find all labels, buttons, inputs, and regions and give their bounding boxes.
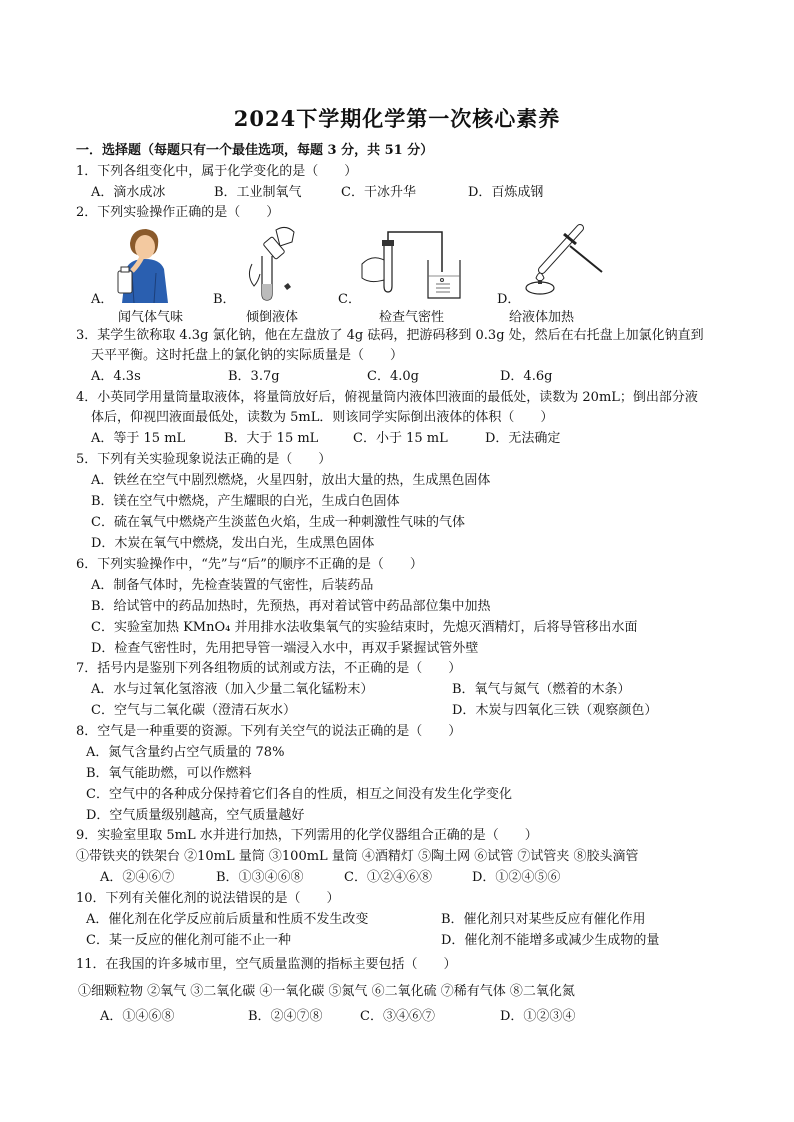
- question-6-stem: 6．下列实验操作中，“先”与“后”的顺序不正确的是（ ）: [76, 557, 423, 572]
- smelling-gas-illustration: [112, 225, 176, 303]
- q11-items: ①细颗粒物 ②氧气 ③二氧化碳 ④一氧化碳 ⑤氮气 ⑥二氧化硫 ⑦稀有气体 ⑧二氧化氮: [78, 984, 575, 999]
- q9-option-b: B．①③④⑥⑧: [216, 870, 304, 885]
- q3-option-b: B．3.7g: [228, 369, 280, 384]
- q2-label-b: B．: [213, 292, 236, 307]
- q9-option-c: C．①②④⑥⑧: [344, 870, 432, 885]
- q8-option-a: A．氮气含量约占空气质量的 78%: [86, 745, 285, 760]
- question-11-stem: 11．在我国的许多城市里，空气质量监测的指标主要包括（ ）: [76, 957, 457, 972]
- airtightness-check-illustration: [356, 224, 466, 302]
- q4-option-b: B．大于 15 mL: [224, 431, 319, 446]
- q6-option-b: B．给试管中的药品加热时，先预热，再对着试管中药品部位集中加热: [91, 599, 491, 614]
- q3-option-c: C．4.0g: [367, 369, 419, 384]
- q11-option-c: C．③④⑥⑦: [360, 1009, 435, 1024]
- question-7-stem: 7．括号内是鉴别下列各组物质的试剂或方法，不正确的是（ ）: [76, 661, 462, 676]
- heating-liquid-illustration: [522, 222, 608, 300]
- q9-option-a: A．②④⑥⑦: [100, 870, 175, 885]
- question-1-stem: 1．下列各组变化中，属于化学变化的是（ ）: [76, 164, 358, 179]
- q1-option-c: C．干冰升华: [341, 185, 416, 200]
- pouring-liquid-illustration: [240, 224, 300, 304]
- q1-option-a: A．滴水成冰: [91, 185, 166, 200]
- q5-option-c: C．硫在氧气中燃烧产生淡蓝色火焰，生成一种刺激性气味的气体: [91, 515, 465, 530]
- q2-label-a: A．: [91, 292, 114, 307]
- q10-option-c: C．某一反应的催化剂可能不止一种: [86, 933, 291, 948]
- question-2-stem: 2．下列实验操作正确的是（ ）: [76, 205, 280, 220]
- q10-option-a: A．催化剂在化学反应前后质量和性质不发生改变: [86, 912, 369, 927]
- q8-option-b: B．氧气能助燃，可以作燃料: [86, 766, 252, 781]
- q2-caption-b: 倾倒液体: [246, 310, 299, 325]
- q10-option-d: D．催化剂不能增多或减少生成物的量: [441, 933, 660, 948]
- q2-caption-a: 闻气体气味: [118, 310, 184, 325]
- q9-option-d: D．①②④⑤⑥: [472, 870, 561, 885]
- q1-option-d: D．百炼成钢: [468, 185, 544, 200]
- q6-option-c: C．实验室加热 KMnO₄ 并用排水法收集氧气的实验结束时，先熄灭酒精灯，后将导管移出水面: [91, 620, 638, 635]
- q11-option-a: A．①④⑥⑧: [100, 1009, 175, 1024]
- q5-option-a: A．铁丝在空气中剧烈燃烧，火星四射，放出大量的热，生成黑色固体: [91, 473, 491, 488]
- q2-caption-d: 给液体加热: [509, 310, 575, 325]
- q2-caption-c: 检查气密性: [379, 310, 445, 325]
- question-5-stem: 5．下列有关实验现象说法正确的是（ ）: [76, 452, 332, 467]
- section-heading: 一．选择题（每题只有一个最佳选项，每题 3 分，共 51 分）: [76, 143, 434, 158]
- q6-option-d: D．检查气密性时，先用把导管一端浸入水中，再双手紧握试管外壁: [91, 641, 479, 656]
- q7-option-c: C．空气与二氧化碳（澄清石灰水）: [91, 703, 296, 718]
- q4-option-d: D．无法确定: [485, 431, 561, 446]
- q1-option-b: B．工业制氧气: [214, 185, 302, 200]
- q5-option-d: D．木炭在氧气中燃烧，发出白光，生成黑色固体: [91, 536, 375, 551]
- question-3-stem-line1: 3．某学生欲称取 4.3g 氯化钠，他在左盘放了 4g 砝码，把游码移到 0.3g 处，然后在右托盘上加氯化钠直到: [76, 328, 704, 343]
- question-3-stem-line2: 天平平衡。这时托盘上的氯化钠的实际质量是（ ）: [91, 348, 404, 363]
- page-title: 2024下学期化学第一次核心素养: [233, 106, 561, 131]
- q8-option-d: D．空气质量级别越高，空气质量越好: [86, 808, 305, 823]
- q9-items: ①带铁夹的铁架台 ②10mL 量筒 ③100mL 量筒 ④酒精灯 ⑤陶土网 ⑥试管 ⑦试管夹 ⑧胶头滴管: [76, 849, 639, 864]
- q7-option-a: A．水与过氧化氢溶液（加入少量二氧化锰粉末）: [91, 682, 374, 697]
- q4-option-c: C．小于 15 mL: [353, 431, 448, 446]
- q2-label-d: D．: [497, 292, 521, 307]
- q2-label-c: C．: [338, 292, 361, 307]
- q7-option-b: B．氧气与氮气（燃着的木条）: [452, 682, 631, 697]
- question-4-stem-line1: 4．小英同学用量筒量取液体，将量筒放好后，俯视量筒内液体凹液面的最低处，读数为 20mL；倒出部分液: [76, 390, 698, 405]
- q8-option-c: C．空气中的各种成分保持着它们各自的性质，相互之间没有发生化学变化: [86, 787, 512, 802]
- q11-option-d: D．①②③④: [500, 1009, 576, 1024]
- q11-option-b: B．②④⑦⑧: [248, 1009, 323, 1024]
- question-9-stem: 9．实验室里取 5mL 水并进行加热，下列需用的化学仪器组合正确的是（ ）: [76, 828, 538, 843]
- q6-option-a: A．制备气体时，先检查装置的气密性，后装药品: [91, 578, 374, 593]
- question-8-stem: 8．空气是一种重要的资源。下列有关空气的说法正确的是（ ）: [76, 724, 462, 739]
- q7-option-d: D．木炭与四氧化三铁（观察颜色）: [452, 703, 658, 718]
- question-10-stem: 10．下列有关催化剂的说法错误的是（ ）: [76, 891, 340, 906]
- q10-option-b: B．催化剂只对某些反应有催化作用: [441, 912, 646, 927]
- q3-option-a: A．4.3s: [91, 369, 141, 384]
- q3-option-d: D．4.6g: [500, 369, 553, 384]
- question-4-stem-line2: 体后，仰视凹液面最低处，读数为 5mL．则该同学实际倒出液体的体积（ ）: [91, 410, 554, 425]
- q4-option-a: A．等于 15 mL: [91, 431, 186, 446]
- q5-option-b: B．镁在空气中燃烧，产生耀眼的白光，生成白色固体: [91, 494, 400, 509]
